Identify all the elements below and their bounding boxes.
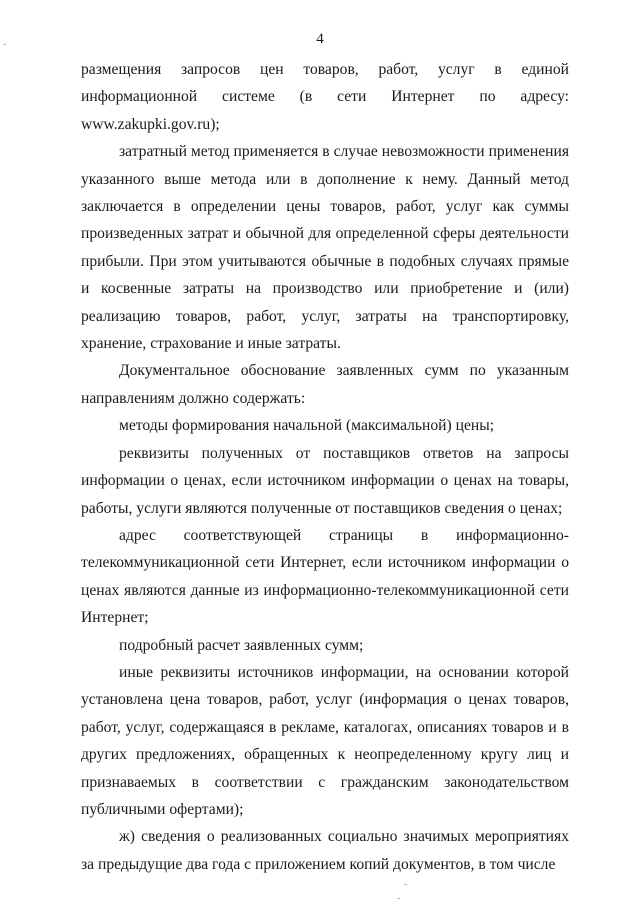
paragraph-documentary-justification: Документальное обоснование заявленных сумм по указанным направлениям должно содержать: (81, 362, 569, 407)
scan-speck (404, 884, 407, 885)
paragraph-internet-address: адрес соответствующей страницы в информационно-телекоммуникационной сети Интернет, если источником информации о ценах являются данные из информационно-телекоммуникационной сети Интернет; (81, 526, 569, 627)
page-number: 4 (316, 31, 324, 47)
paragraph-cost-method: затратный метод применяется в случае невозможности применения указанного выше метода или в дополнение к нему. Данный метод заключается в определении цены товаров, работ, услуг как суммы произведенных затрат и обычной для определенной сферы деятельности прибыли. При этом учитываются обычные в подобных случаях прямые и косвенные затраты на производство или приобретение и (или) реализацию товаров, работ, услуг, затраты на транспортировку, хранение, страхование и иные затраты. (81, 143, 569, 353)
document-body (81, 56, 569, 878)
scan-speck (397, 898, 400, 899)
paragraph-other-sources: иные реквизиты источников информации, на основании которой установлена цена товаров, работ, услуг (информация о ценах товаров, работ, услуг, содержащаяся в рекламе, каталогах, описаниях товаров и в других предложениях, обращенных к неопределенному кругу лиц и признаваемых в соответствии с гражданским законодательством публичными офертами); (81, 663, 569, 818)
paragraph-item-zh: ж) сведения о реализованных социально значимых мероприятиях за предыдущие два года с приложением копий документов, в том числе (81, 828, 569, 873)
paragraph-supplier-responses: реквизиты полученных от поставщиков ответов на запросы информации о ценах, если источником информации о ценах на товары, работы, услуги являются полученные от поставщиков сведения о ценах; (81, 444, 569, 517)
paragraph-zakupki-reference: размещения запросов цен товаров, работ, услуг в единой информационной системе (в сети Интернет по адресу: www.zakupki.gov.ru); (81, 61, 569, 133)
scan-speck (3, 44, 6, 45)
paragraph-pricing-methods: методы формирования начальной (максимальной) цены; (119, 417, 495, 435)
paragraph-detailed-calculation: подробный расчет заявленных сумм; (119, 636, 364, 654)
